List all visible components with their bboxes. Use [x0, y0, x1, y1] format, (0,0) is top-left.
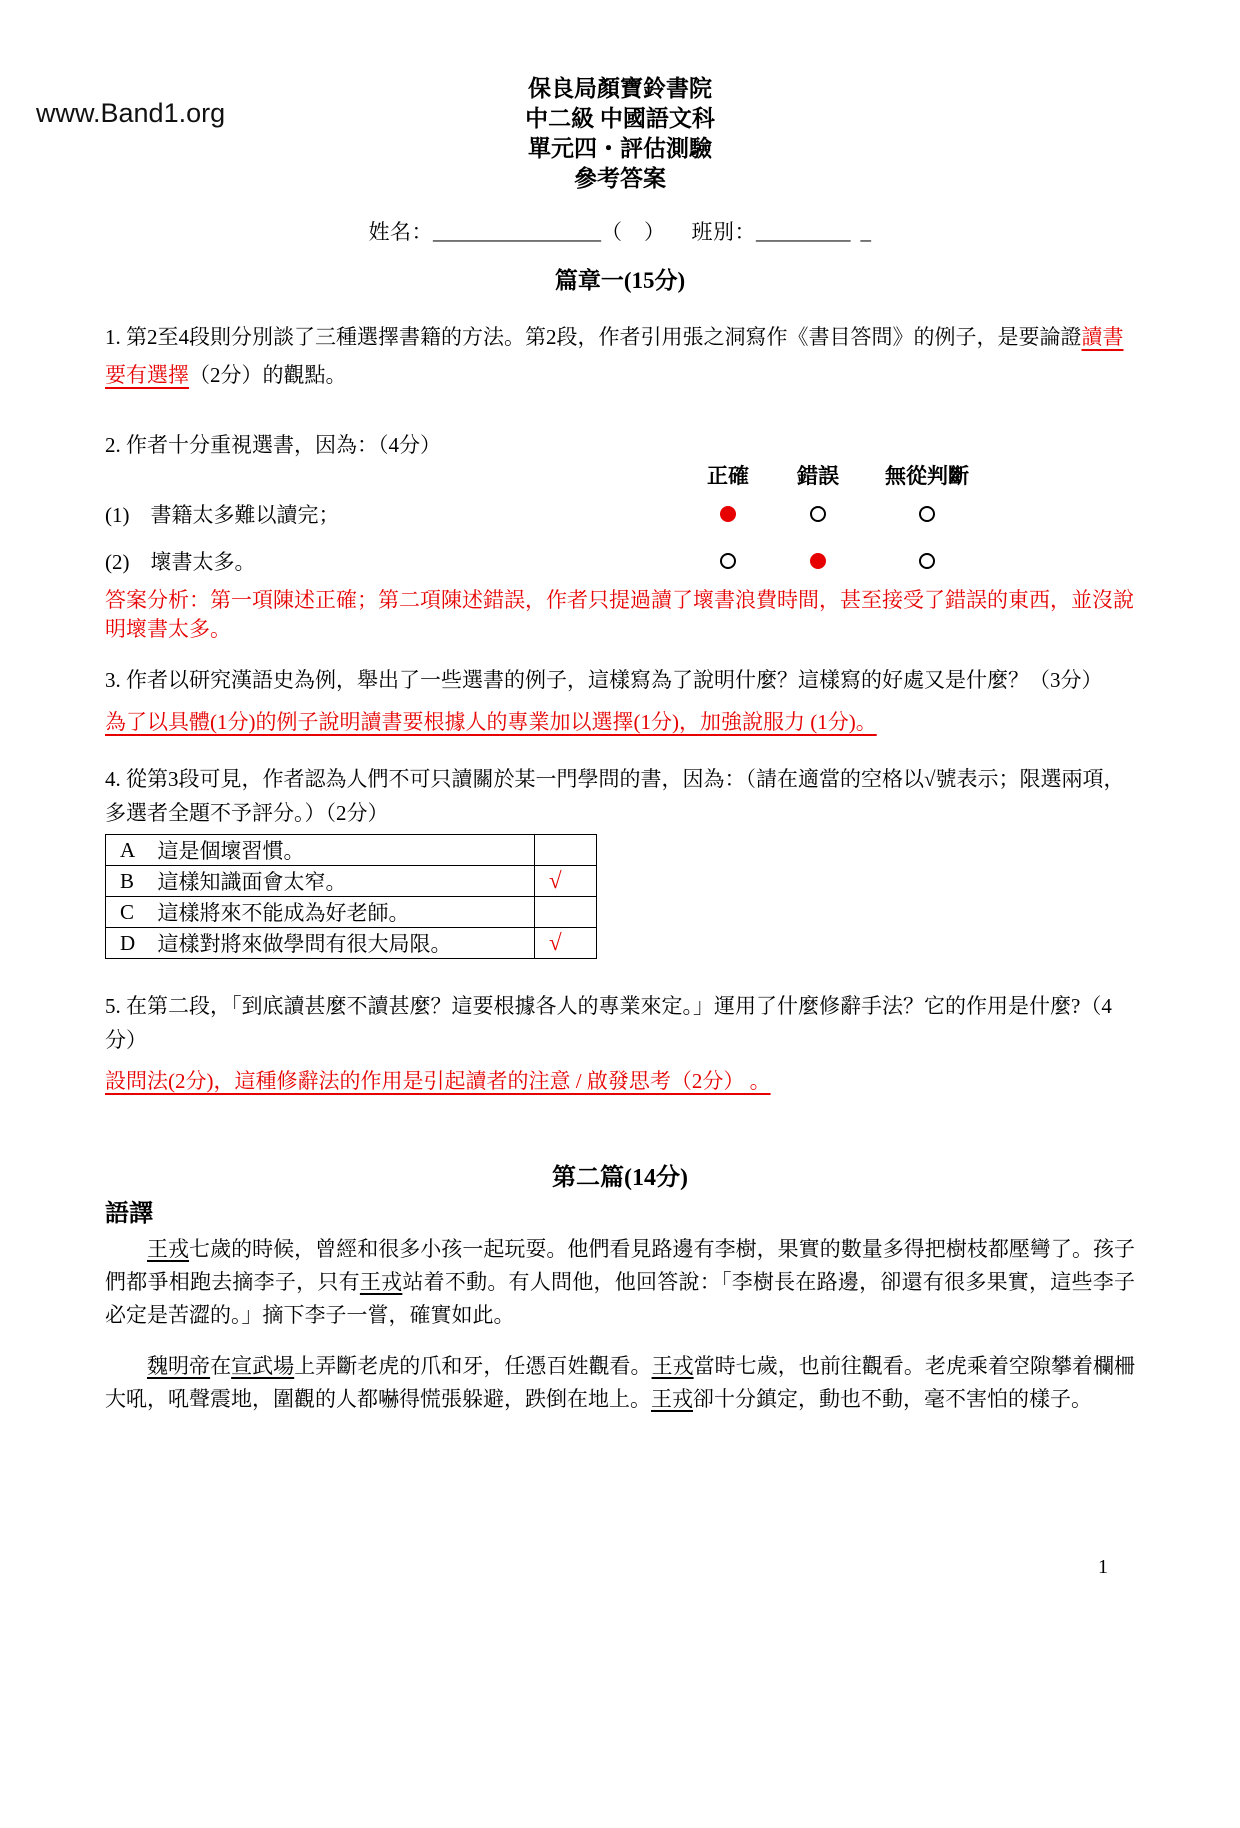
- question-2-answer-analysis: 答案分析：第一項陳述正確；第二項陳述錯誤，作者只提過讀了壞書浪費時間，甚至接受了錯誤的東西，並沒說明壞書太多。: [105, 588, 1134, 641]
- option-row-c: [106, 897, 597, 928]
- question-2-stem: 2. 作者十分重視選書，因為：（4分）: [105, 433, 441, 457]
- proper-noun-underlined: 宣武場: [231, 1354, 295, 1378]
- question-1-answer: 讀書要有選擇: [105, 325, 1124, 387]
- doc-type: 參考答案: [574, 166, 666, 191]
- option-row-a: [106, 835, 597, 866]
- proper-noun-underlined: 王戎: [359, 1270, 403, 1294]
- question-3-answer-text: 為了以具體(1分)的例子說明讀書要根據人的專業加以選擇(1分)，加強說服力 (1分)。: [105, 710, 877, 734]
- statement-1-radio-group: [684, 506, 990, 522]
- option-letter: C: [106, 897, 152, 928]
- statement-1-wrong-radio[interactable]: [810, 506, 826, 522]
- statement-1-text: (1) 書籍太多難以讀完；: [105, 502, 340, 527]
- option-checkbox[interactable]: √: [535, 866, 597, 897]
- question-1: [105, 318, 1135, 394]
- column-header-wrong: 錯誤: [797, 464, 839, 488]
- text-run: 卻十分鎮定，動也不動，毫不害怕的樣子。: [693, 1387, 1092, 1411]
- column-header-correct: 正確: [707, 464, 749, 488]
- section1-title: 篇章一(15分): [554, 268, 686, 293]
- option-checkbox[interactable]: √: [535, 928, 597, 959]
- proper-noun-underlined: 王戎: [651, 1354, 694, 1378]
- statement-2-wrong-radio[interactable]: [810, 553, 826, 569]
- proper-noun-underlined: 王戎: [147, 1237, 190, 1261]
- question-3-stem: 3. 作者以研究漢語史為例，舉出了一些選書的例子，這樣寫為了說明什麼？這樣寫的好處又是什麼？（3分）: [105, 668, 1103, 692]
- text-run: 上弄斷老虎的爪和牙，任憑百姓觀看。: [294, 1354, 652, 1378]
- question-4-stem: 4. 從第3段可見，作者認為人們不可只讀關於某一門學問的書，因為：（請在適當的空格以√號表示；限選兩項，多選者全題不予評分。）（2分）: [105, 767, 1125, 825]
- question-2-column-headers: [105, 460, 1135, 490]
- column-header-cannot-judge: 無從判斷: [885, 464, 969, 488]
- translation-heading: 語譯: [105, 1200, 153, 1227]
- translation-paragraph-1: [105, 1233, 1135, 1332]
- question-5-answer-text: 設問法(2分)，這種修辭法的作用是引起讀者的注意 / 啟發思考（2分） 。: [105, 1069, 771, 1093]
- statement-2-cannot-judge-radio[interactable]: [919, 553, 935, 569]
- option-text: 這是個壞習慣。: [152, 835, 535, 866]
- text-run: 當時七歲，也前往觀看。老虎乘着空隙攀着欄柵大吼，吼聲震地，圍觀的人都嚇得慌張躲避，跌倒在地上。: [105, 1354, 1136, 1411]
- seat-bracket: （ ）: [601, 220, 666, 244]
- question-4: [105, 762, 1135, 959]
- statement-1-correct-radio[interactable]: [720, 506, 736, 522]
- option-letter: D: [106, 928, 152, 959]
- question-5-answer: [105, 1065, 1135, 1097]
- class-blank-field[interactable]: _________: [756, 220, 851, 244]
- option-letter: B: [106, 866, 152, 897]
- option-letter: A: [106, 835, 152, 866]
- question-3-answer: [105, 706, 1135, 738]
- name-blank-field[interactable]: ________________: [433, 220, 601, 244]
- option-text: 這樣對將來做學問有很大局限。: [152, 928, 535, 959]
- question-1-text-before: 1. 第2至4段則分別談了三種選擇書籍的方法。第2段，作者引用張之洞寫作《書目答問》的例子，是要論證: [105, 325, 1082, 349]
- statement-1-cannot-judge-radio[interactable]: [919, 506, 935, 522]
- question-1-text-after: （2分）的觀點。: [189, 363, 347, 387]
- school-name: 保良局顏寶鈴書院: [528, 76, 712, 101]
- unit-title: 單元四・評估測驗: [528, 136, 712, 161]
- statement-row-2: [105, 537, 1135, 584]
- name-class-line: [105, 216, 1135, 246]
- option-checkbox[interactable]: [535, 835, 597, 866]
- class-label: 班別：: [691, 220, 756, 244]
- name-label: 姓名：: [368, 220, 433, 244]
- document-page: [0, 74, 1240, 1828]
- question-5-stem: 5. 在第二段，「到底讀甚麼不讀甚麼？這要根據各人的專業來定。」運用了什麼修辭手法？它的作用是什麼?（4分）: [105, 994, 1112, 1052]
- proper-noun-underlined: 王戎: [651, 1387, 693, 1411]
- question-3: [105, 662, 1135, 738]
- statement-2-radio-group: [684, 553, 990, 569]
- question-5: [105, 989, 1135, 1097]
- trailing-dash: _: [860, 220, 872, 244]
- page-number: 1: [1098, 1556, 1108, 1578]
- section2-title: 第二篇(14分): [552, 1165, 688, 1191]
- option-text: 這樣將來不能成為好老師。: [152, 897, 535, 928]
- option-row-b: [106, 866, 597, 897]
- proper-noun-underlined: 魏明帝: [147, 1354, 211, 1378]
- statement-row-1: [105, 490, 1135, 537]
- statement-2-text: (2) 壞書太多。: [105, 549, 256, 574]
- class-subject: 中二級 中國語文科: [525, 106, 715, 131]
- option-text: 這樣知識面會太窄。: [152, 866, 535, 897]
- document-header: [105, 74, 1135, 194]
- text-run: 在: [210, 1354, 232, 1378]
- translation-paragraph-2: [105, 1350, 1135, 1416]
- text-run: 七歲的時候，曾經和很多小孩一起玩耍。他們看見路邊有李樹，果實的數量多得把樹枝都壓彎了。孩子們都爭相跑去摘李子，只有: [105, 1237, 1135, 1294]
- question-4-options-table: [105, 834, 597, 959]
- option-checkbox[interactable]: [535, 897, 597, 928]
- text-run: 站着不動。有人問他，他回答說：「李樹長在路邊，卻還有很多果實，這些李子必定是苦澀的。」摘下李子一嘗，確實如此。: [105, 1270, 1136, 1327]
- option-row-d: [106, 928, 597, 959]
- statement-2-correct-radio[interactable]: [720, 553, 736, 569]
- watermark: www.Band1.org: [36, 98, 226, 128]
- question-2: [105, 430, 1135, 644]
